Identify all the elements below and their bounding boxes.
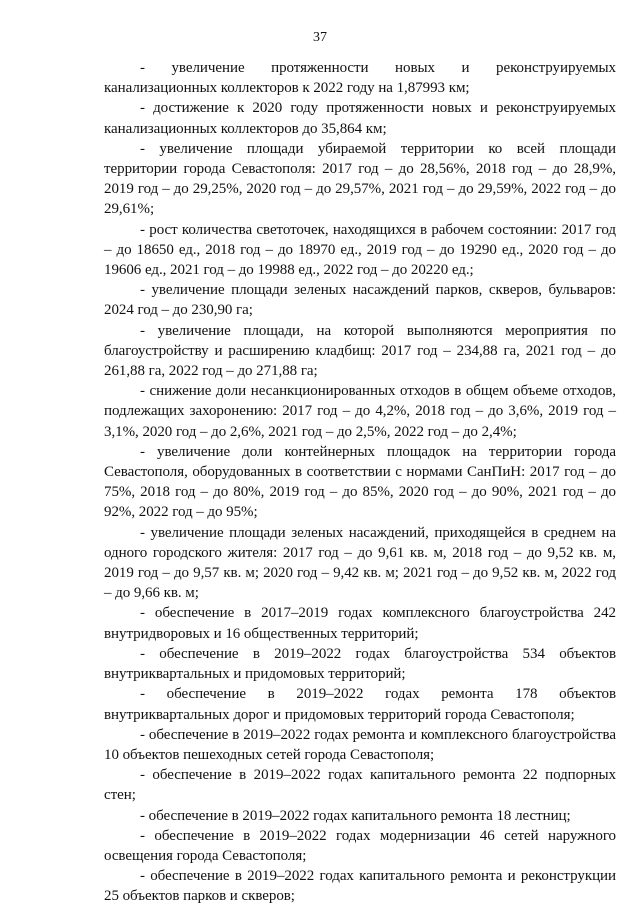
list-item: - увеличение площади зеленых насаждений парков, скверов, бульваров: 2024 год – до 230,90 га; [104, 282, 616, 319]
list-item: - обеспечение в 2019–2022 годах благоустройства 534 объектов внутриквартальных и придомовых территорий; [104, 645, 616, 683]
list-item: - увеличение площади, на которой выполняются мероприятия по благоустройству и расширению кладбищ: 2017 год – 234,88 га, 2021 год – до 261,88 га, 2022 год – до 271,88 га; [104, 322, 616, 380]
list-item: - обеспечение в 2019–2022 годах ремонта 178 объектов внутриквартальных дорог и придомовых территорий города Севастополя; [104, 686, 616, 723]
list-item: - увеличение протяженности новых и реконструируемых канализационных коллекторов к 2022 году на 1,87993 км; [104, 60, 616, 97]
list-item: - обеспечение в 2019–2022 годах капитального ремонта 18 лестниц; [140, 807, 571, 824]
page-number: 37 [313, 30, 327, 45]
list-item: - достижение к 2020 году протяженности новых и реконструируемых канализационных коллекторов до 35,864 км; [104, 100, 616, 137]
list-item: - обеспечение в 2017–2019 годах комплексного благоустройства 242 внутридворовых и 16 общественных территорий; [104, 605, 616, 642]
list-item: - рост количества светоточек, находящихся в рабочем состоянии: 2017 год – до 18650 ед., 2018 год – до 18970 ед., 2019 год – до 19290 ед., 2020 год – до 19606 ед., 2021 год – до 19988 ед., 2022 год – до 20220 ед.; [104, 221, 616, 279]
list-item: - обеспечение в 2019–2022 годах модернизации 46 сетей наружного освещения города Севастополя; [104, 827, 616, 864]
list-item: - увеличение площади убираемой территории ко всей площади территории города Севастополя: 2017 год – до 28,56%, 2018 год – до 28,9%, 2019 год – до 29,25%, 2020 год – до 29,57%, 2021 год – до 29,59%, 2022 год – до 29,61%; [104, 140, 616, 218]
list-item: - обеспечение в 2019–2022 годах капитального ремонта и реконструкции 25 объектов парков и скверов; [104, 868, 616, 905]
list-item: - обеспечение в 2019–2022 годах ремонта и комплексного благоустройства 10 объектов пешеходных сетей города Севастополя; [104, 726, 616, 763]
list-item: - увеличение площади зеленых насаждений, приходящейся в среднем на одного городского жителя: 2017 год – до 9,61 кв. м, 2018 год – до 9,52 кв. м, 2019 год – до 9,57 кв. м; 2020 год – 9,42 кв. м; 2021 год – до 9,52 кв. м, 2022 год – до 9,66 кв. м; [104, 524, 616, 602]
list-item: - увеличение доли контейнерных площадок на территории города Севастополя, оборудованных в соответствии с нормами СанПиН: 2017 год – до 75%, 2018 год – до 80%, 2019 год – до 85%, 2020 год – до 90%, 2021 год – до 92%, 2022 год – до 95%; [104, 443, 616, 521]
list-item: - снижение доли несанкционированных отходов в общем объеме отходов, подлежащих захоронению: 2017 год – до 4,2%, 2018 год – до 3,6%, 2019 год – 3,1%, 2020 год – до 2,6%, 2021 год – до 2,5%, 2022 год – до 2,4%; [104, 383, 616, 440]
list-item: - обеспечение в 2019–2022 годах капитального ремонта 22 подпорных стен; [104, 767, 616, 804]
document-body [104, 58, 616, 907]
